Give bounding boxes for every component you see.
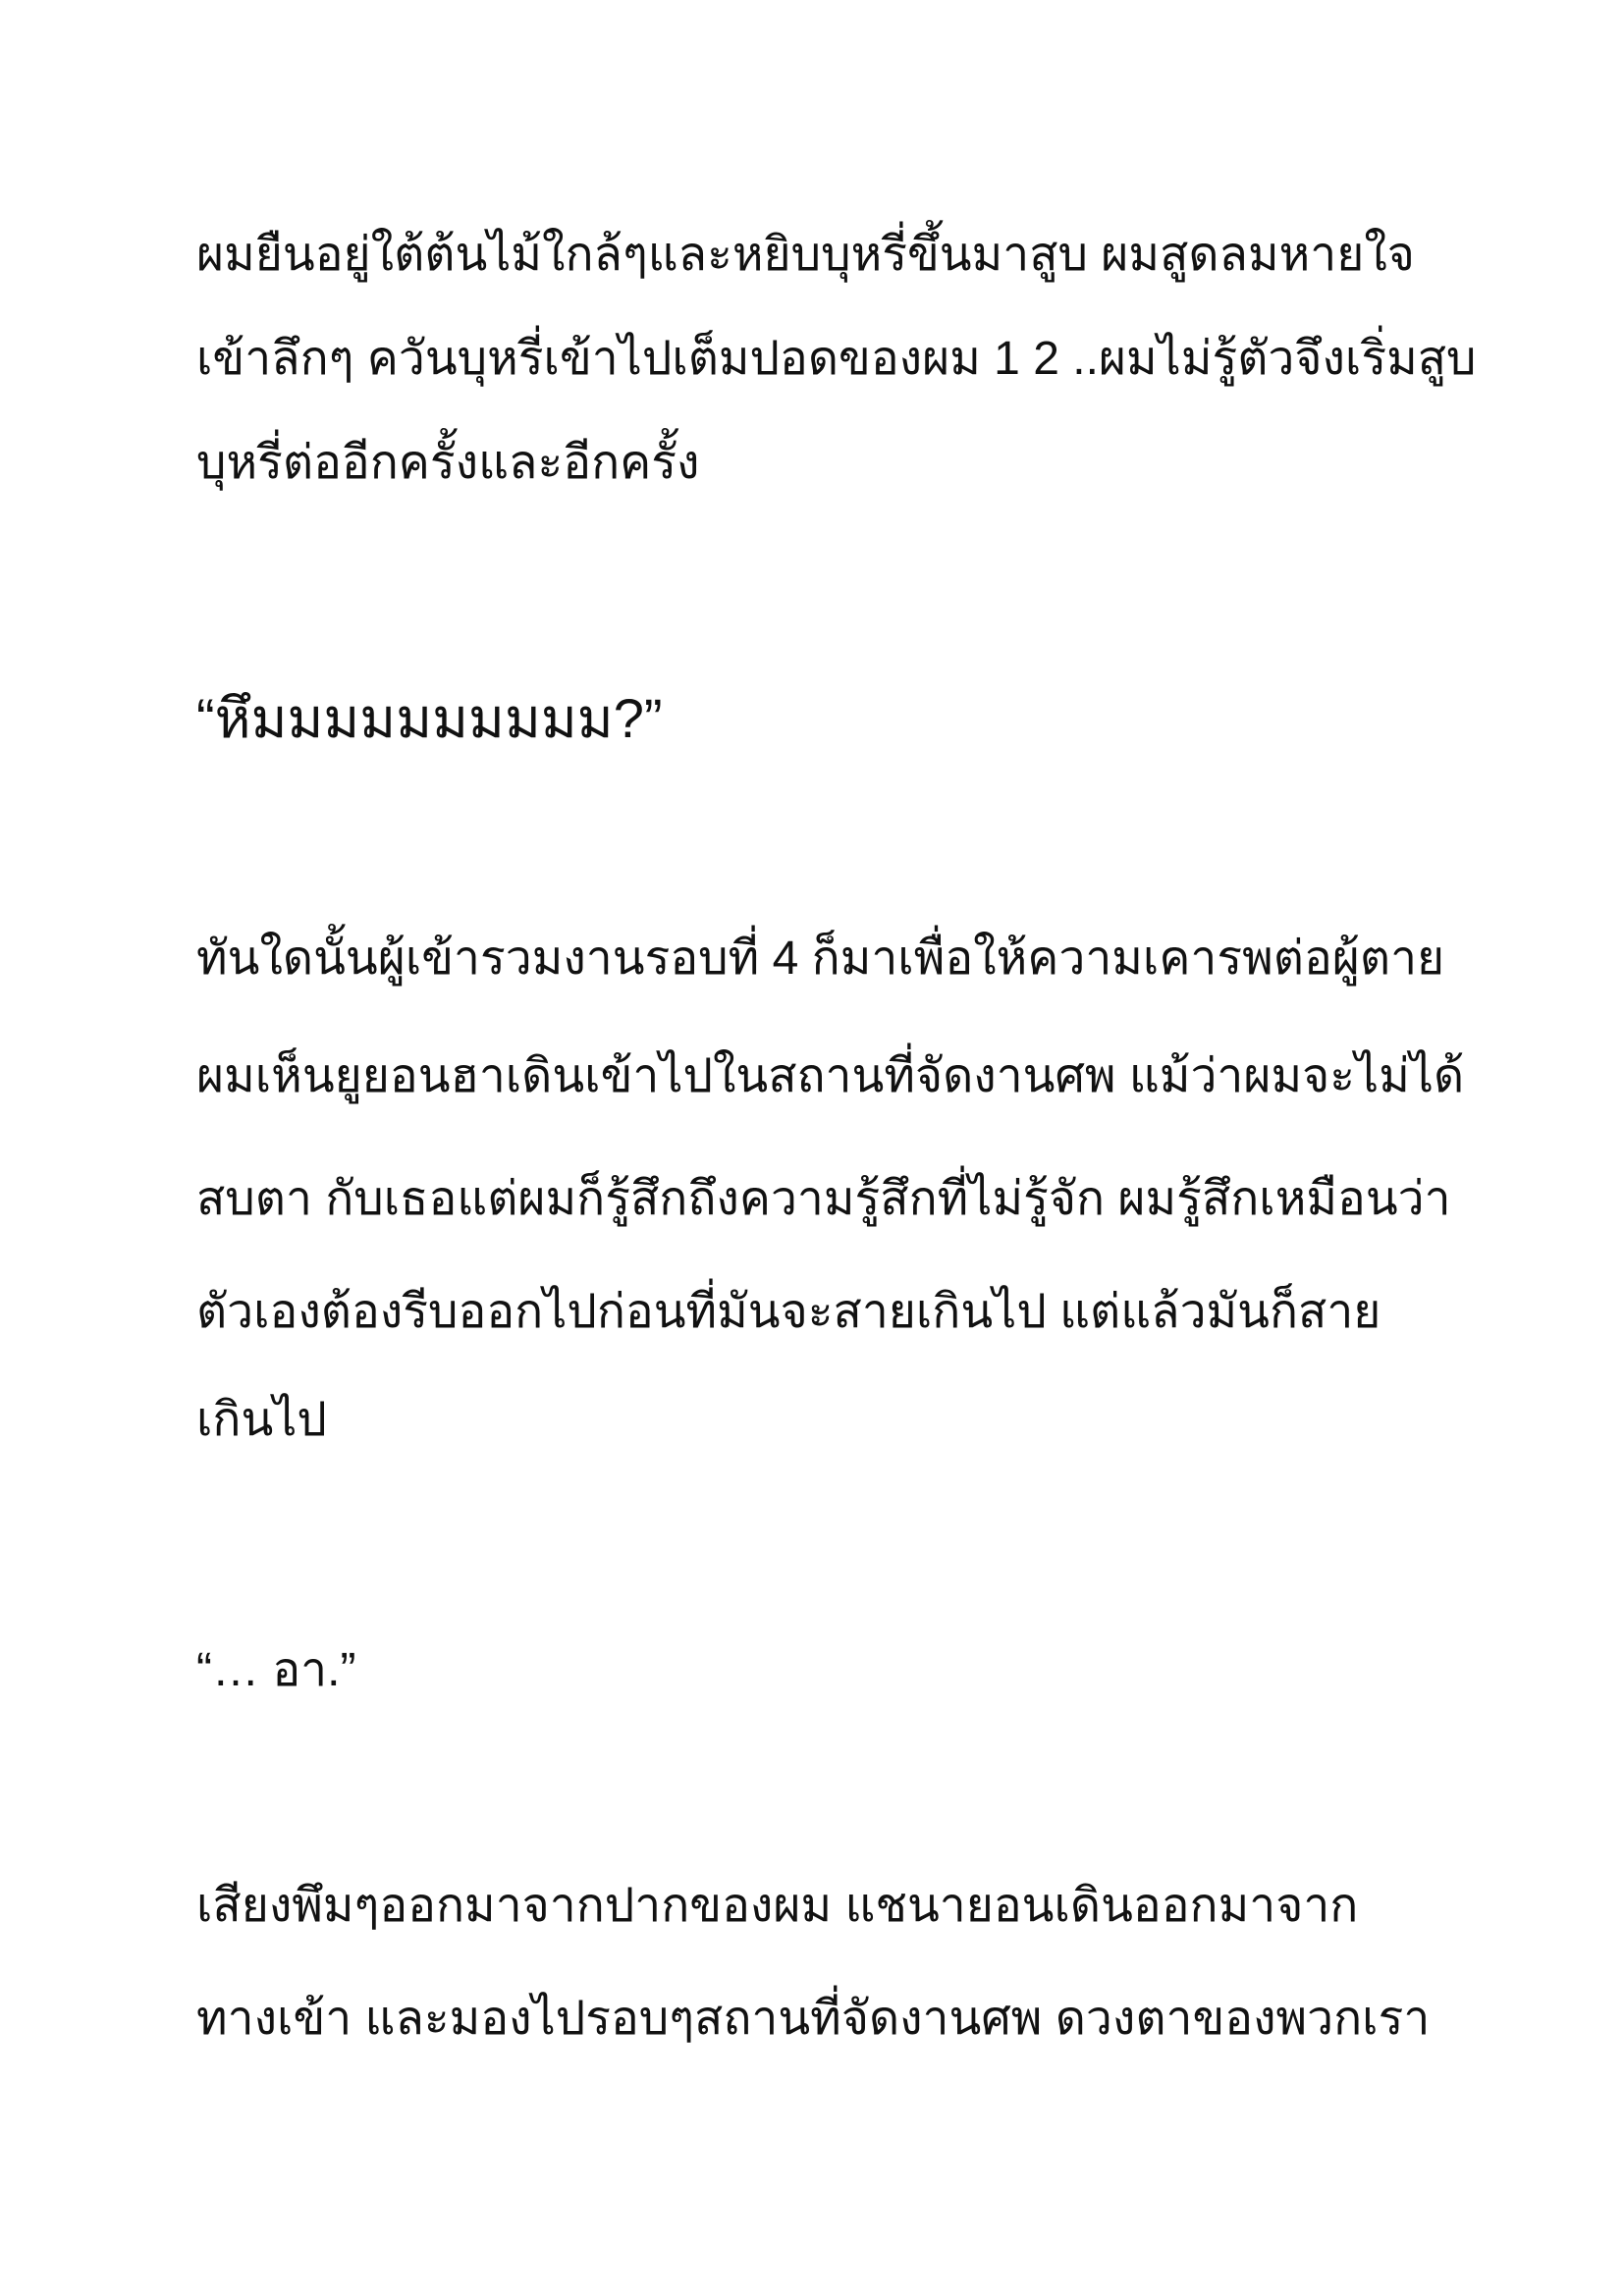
paragraph-1-line-1: ผมยืนอยู่ใต้ต้นไม้ใกล้ๆและหยิบบุหรี่ขึ้นมาสูบ ผมสูดลมหายใจ [196, 229, 1415, 281]
paragraph-2-line-2: ผมเห็นยูยอนฮาเดินเข้าไปในสถานที่จัดงานศพ แม้ว่าผมจะไม่ได้ [196, 1050, 1465, 1102]
paragraph-1-line-2: เข้าลึกๆ ควันบุหรี่เข้าไปเต็มปอดของผม 1 2 ..ผมไม่รู้ตัวจึงเริ่มสูบ [196, 333, 1477, 385]
dialogue-line-2: “… อา.” [196, 1644, 356, 1696]
paragraph-2-line-1: ทันใดนั้นผู้เข้ารวมงานรอบที่ 4 ก็มาเพื่อให้ความเคารพต่อผู้ตาย [196, 933, 1445, 985]
paragraph-2-line-4: ตัวเองต้องรีบออกไปก่อนที่มันจะสายเกินไป แต่แล้วมันก็สาย [196, 1286, 1381, 1338]
paragraph-1-line-3: บุหรี่ต่ออีกครั้งและอีกครั้ง [196, 437, 700, 489]
paragraph-2-line-3: สบตา กับเธอแต่ผมก็รู้สึกถึงความรู้สึกที่ไม่รู้จัก ผมรู้สึกเหมือนว่า [196, 1173, 1451, 1225]
paragraph-3-line-2: ทางเข้า และมองไปรอบๆสถานที่จัดงานศพ ดวงตาของพวกเรา [196, 1993, 1431, 2045]
paragraph-2-line-5: เกินไป [196, 1394, 327, 1446]
paragraph-3-line-1: เสียงพึมๆออกมาจากปากของผม แชนายอนเดินออกมาจาก [196, 1880, 1359, 1932]
dialogue-line-1: “หึมมมมมมมมมม?” [196, 687, 663, 749]
